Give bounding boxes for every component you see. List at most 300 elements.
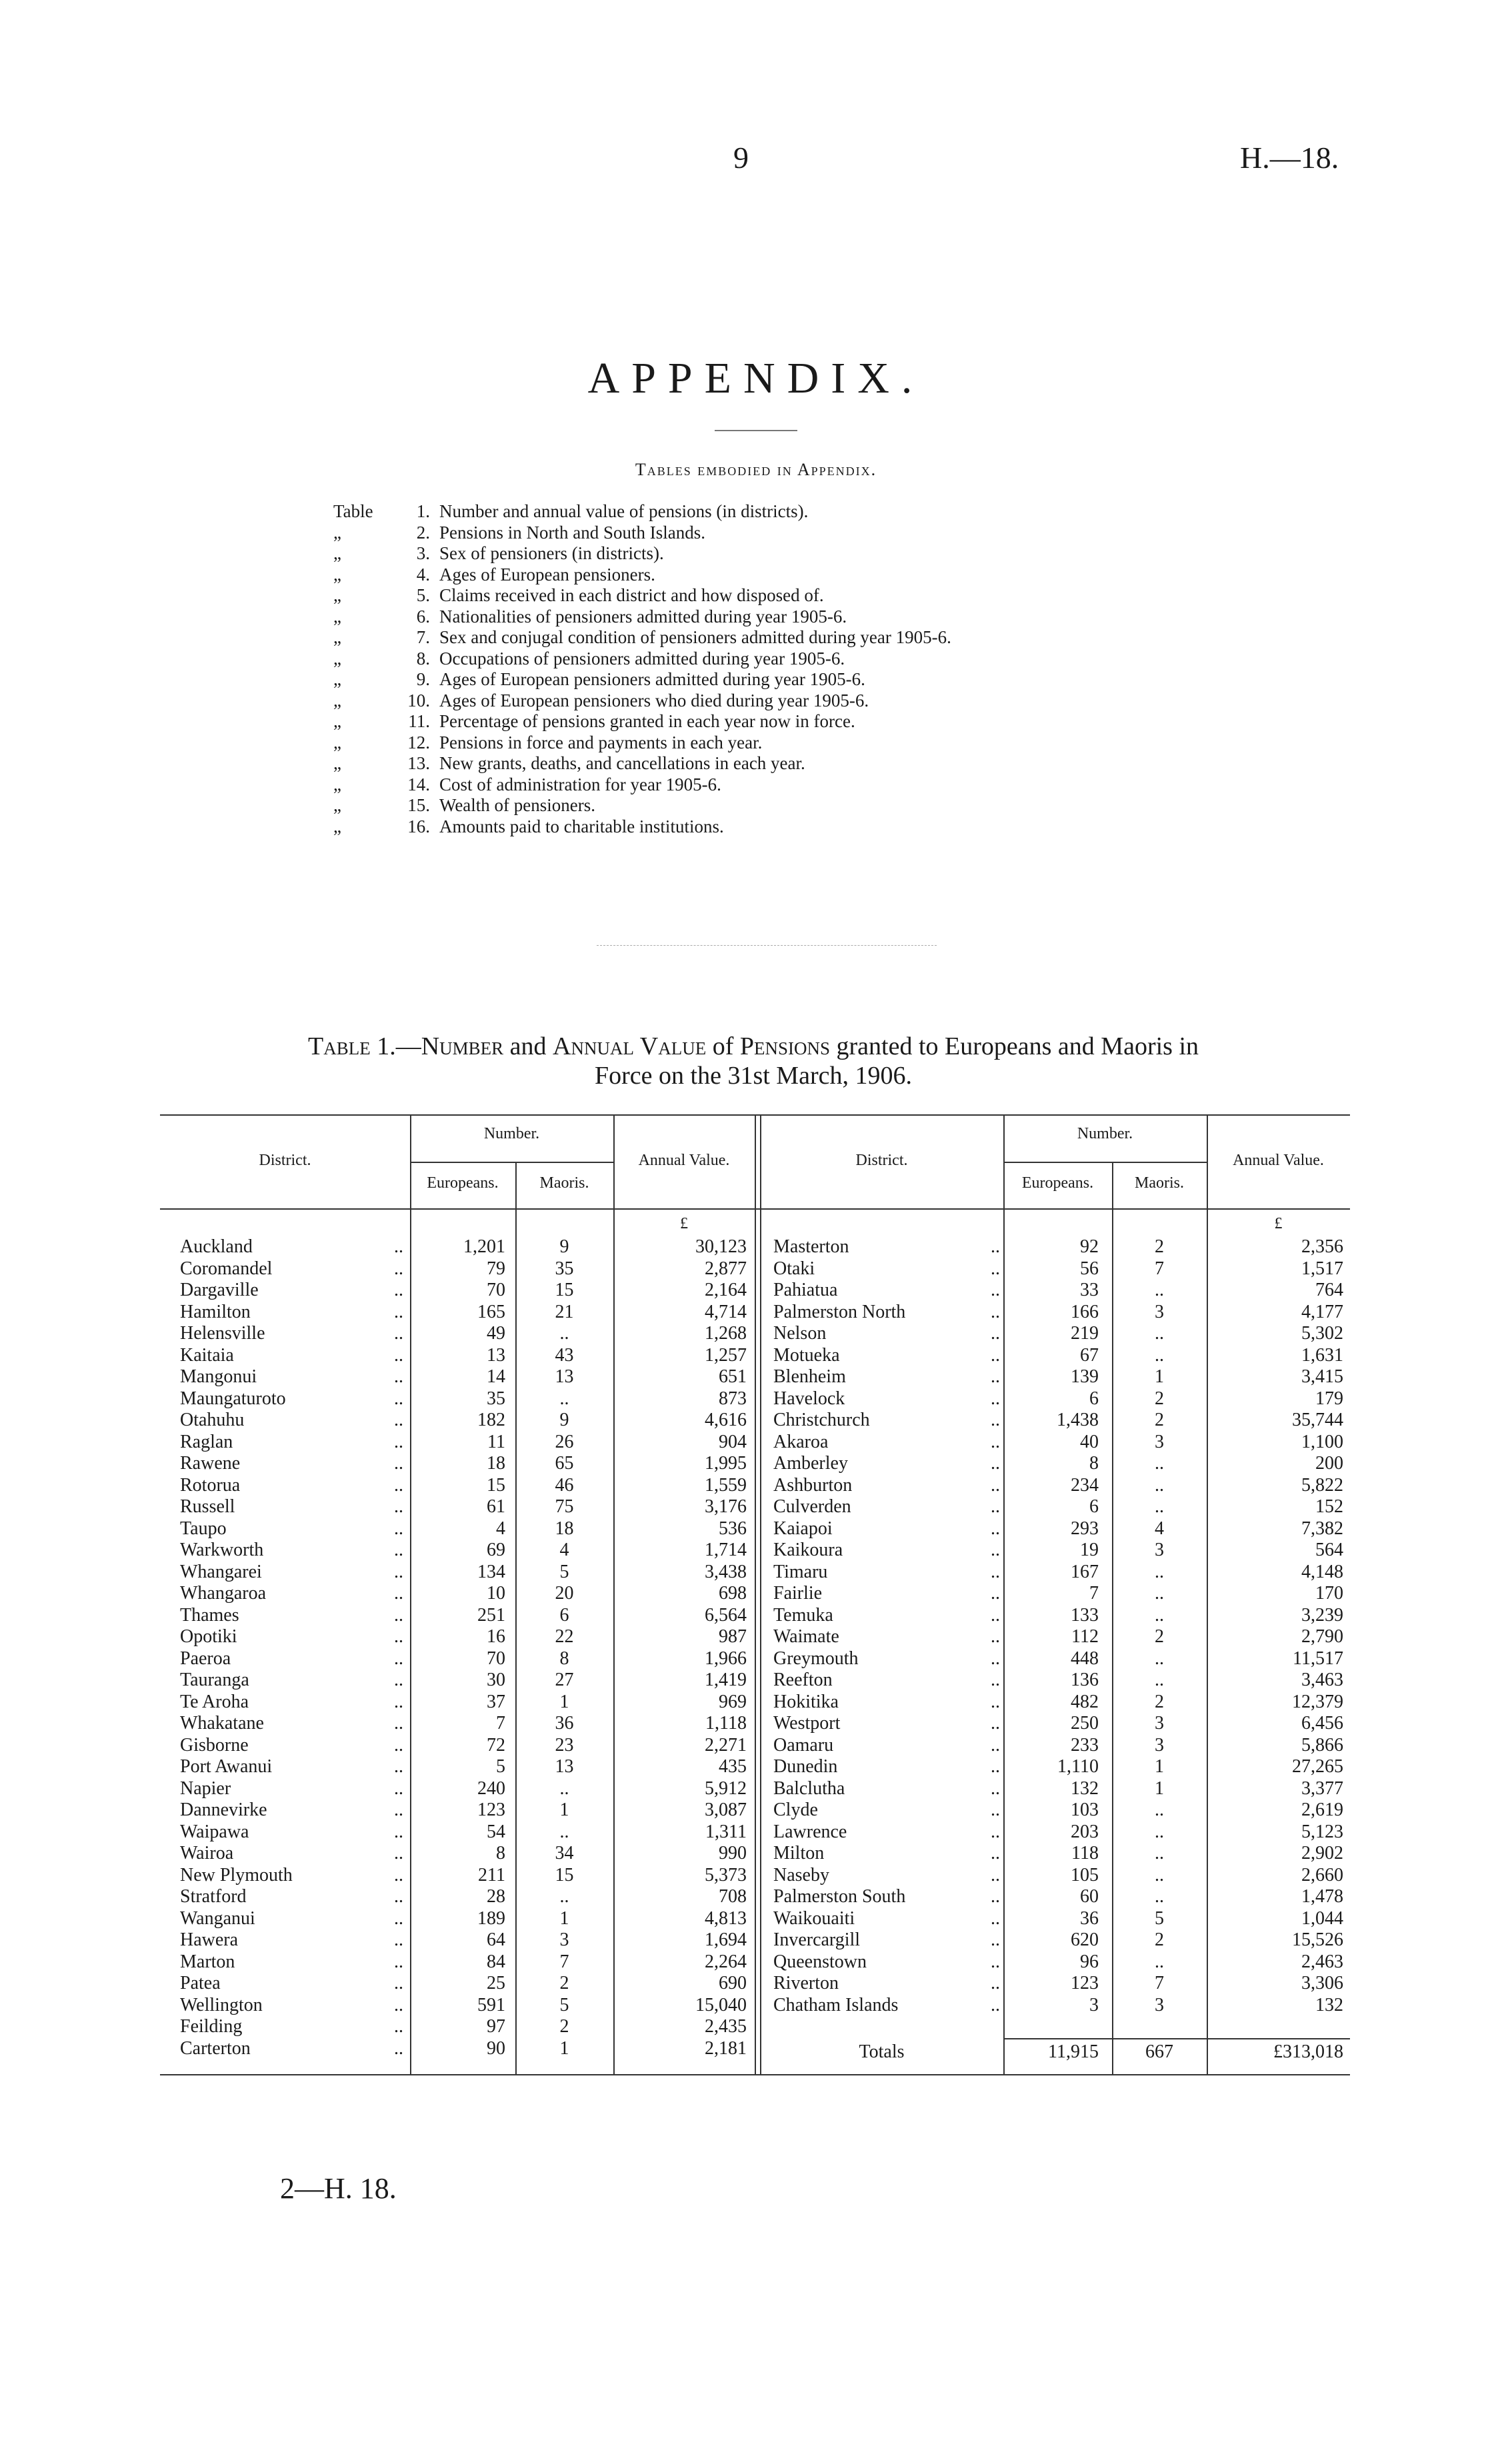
europeans-count: 14 bbox=[487, 1366, 505, 1387]
annual-value: 2,902 bbox=[1301, 1843, 1343, 1863]
maoris-count: 2 bbox=[559, 1973, 569, 1993]
annual-value: 1,257 bbox=[705, 1344, 747, 1366]
leader-dots: .. bbox=[394, 1604, 403, 1626]
district-name: Gisborne bbox=[180, 1734, 249, 1756]
district-name: Warkworth bbox=[180, 1540, 264, 1560]
maoris-count: 8 bbox=[559, 1648, 569, 1669]
leader-dots: .. bbox=[991, 1907, 1000, 1929]
leader-dots: .. bbox=[394, 1994, 403, 2015]
annual-value: 7,382 bbox=[1301, 1518, 1343, 1539]
europeans-count: 61 bbox=[487, 1496, 505, 1517]
contents-item bbox=[333, 732, 951, 754]
district-name: Havelock bbox=[773, 1388, 845, 1409]
contents-item bbox=[333, 795, 951, 816]
annual-value: 1,311 bbox=[705, 1821, 747, 1842]
europeans-count: 7 bbox=[496, 1713, 505, 1734]
annual-value: 3,306 bbox=[1301, 1973, 1343, 1993]
europeans-count: 72 bbox=[487, 1734, 505, 1756]
contents-text: Amounts paid to charitable institutions. bbox=[439, 816, 724, 836]
europeans-count: 96 bbox=[1080, 1951, 1099, 1972]
maoris-count: .. bbox=[1155, 1864, 1164, 1885]
leader-dots: .. bbox=[394, 1778, 403, 1799]
annual-value: 5,822 bbox=[1301, 1474, 1343, 1496]
contents-number: 14. bbox=[407, 774, 430, 794]
contents-item bbox=[333, 669, 951, 690]
maoris-count: 1 bbox=[559, 1800, 569, 1820]
maoris-count: 46 bbox=[555, 1474, 574, 1496]
europeans-count: 10 bbox=[487, 1583, 505, 1604]
leader-dots: .. bbox=[991, 1474, 1000, 1496]
table1-title bbox=[160, 1032, 1347, 1090]
contents-text: Cost of administration for year 1905-6. bbox=[439, 774, 721, 794]
district-name: Hamilton bbox=[180, 1301, 251, 1322]
leader-dots: .. bbox=[991, 1258, 1000, 1279]
maoris-count: 1 bbox=[559, 1907, 569, 1929]
europeans-header: Europeans. bbox=[1021, 1174, 1094, 1192]
district-name: Rotorua bbox=[180, 1474, 241, 1496]
contents-number: 6. bbox=[416, 606, 430, 626]
district-name: Patea bbox=[180, 1973, 221, 1993]
maoris-count: .. bbox=[1155, 1344, 1164, 1366]
europeans-count: 19 bbox=[1080, 1540, 1099, 1560]
annual-value: 1,419 bbox=[705, 1670, 747, 1690]
district-name: Lawrence bbox=[773, 1821, 847, 1842]
europeans-count: 97 bbox=[487, 2016, 505, 2037]
leader-dots: .. bbox=[991, 1886, 1000, 1907]
europeans-count: 182 bbox=[477, 1410, 505, 1430]
annual-value: 698 bbox=[719, 1583, 747, 1604]
table1-title-part: and bbox=[509, 1032, 547, 1060]
leader-dots: .. bbox=[394, 1886, 403, 1907]
annual-value: 5,123 bbox=[1301, 1821, 1343, 1842]
europeans-count: 133 bbox=[1071, 1604, 1099, 1626]
contents-prefix: „ bbox=[333, 732, 341, 752]
annual-value: 4,714 bbox=[705, 1301, 747, 1322]
maoris-count: 3 bbox=[1155, 1994, 1164, 2015]
maoris-count: .. bbox=[1155, 1561, 1164, 1582]
leader-dots: .. bbox=[394, 1951, 403, 1972]
district-name: Dannevirke bbox=[180, 1800, 267, 1820]
contents-text: Wealth of pensioners. bbox=[439, 795, 596, 815]
district-name: Blenheim bbox=[773, 1366, 846, 1387]
maoris-count: .. bbox=[1155, 1604, 1164, 1626]
district-name: Mangonui bbox=[180, 1366, 257, 1387]
leader-dots: .. bbox=[991, 1344, 1000, 1366]
maoris-count: .. bbox=[559, 1388, 569, 1409]
leader-dots: .. bbox=[991, 1734, 1000, 1756]
leader-dots: .. bbox=[394, 1388, 403, 1409]
leader-dots: .. bbox=[394, 1626, 403, 1647]
district-name: Riverton bbox=[773, 1973, 839, 1993]
maoris-count: 43 bbox=[555, 1344, 574, 1366]
contents-text: Sex of pensioners (in districts). bbox=[439, 543, 664, 563]
annual-value: 5,866 bbox=[1301, 1734, 1343, 1756]
annual-value: 2,264 bbox=[705, 1951, 747, 1972]
annual-value: 2,271 bbox=[705, 1734, 747, 1756]
annual-value: 1,559 bbox=[705, 1474, 747, 1496]
maoris-count: 15 bbox=[555, 1864, 574, 1885]
maoris-count: 20 bbox=[555, 1583, 574, 1604]
contents-item bbox=[333, 690, 951, 712]
annual-value: 2,181 bbox=[705, 2037, 747, 2059]
contents-item bbox=[333, 543, 951, 565]
contents-prefix: „ bbox=[333, 648, 341, 668]
annual-value: 15,526 bbox=[1292, 1929, 1343, 1950]
annual-value: 1,100 bbox=[1301, 1431, 1343, 1452]
totals-annual-value: £313,018 bbox=[1273, 2041, 1343, 2062]
maoris-count: .. bbox=[1155, 1800, 1164, 1820]
annual-value: 969 bbox=[719, 1691, 747, 1712]
district-name: Dunedin bbox=[773, 1756, 838, 1777]
district-header: District. bbox=[855, 1152, 908, 1169]
leader-dots: .. bbox=[991, 1518, 1000, 1539]
district-name: Thames bbox=[180, 1604, 239, 1626]
maoris-count: .. bbox=[1155, 1323, 1164, 1344]
leader-dots: .. bbox=[991, 1453, 1000, 1474]
europeans-count: 189 bbox=[477, 1907, 505, 1929]
number-header: Number. bbox=[483, 1125, 540, 1142]
europeans-count: 1,201 bbox=[463, 1236, 505, 1257]
maoris-count: 7 bbox=[1155, 1973, 1164, 1993]
europeans-count: 16 bbox=[487, 1626, 505, 1647]
leader-dots: .. bbox=[991, 1388, 1000, 1409]
europeans-header: Europeans. bbox=[427, 1174, 499, 1192]
district-name: Raglan bbox=[180, 1431, 233, 1452]
contents-number: 11. bbox=[408, 711, 430, 731]
leader-dots: .. bbox=[394, 2037, 403, 2059]
maoris-count: 27 bbox=[555, 1670, 574, 1690]
maoris-count: 3 bbox=[1155, 1713, 1164, 1734]
maoris-count: 1 bbox=[559, 1691, 569, 1712]
leader-dots: .. bbox=[991, 1648, 1000, 1669]
district-name: Chatham Islands bbox=[773, 1994, 899, 2015]
europeans-count: 15 bbox=[487, 1474, 505, 1496]
annual-value: 2,463 bbox=[1301, 1951, 1343, 1972]
contents-list bbox=[333, 501, 951, 837]
col-rule bbox=[760, 1114, 761, 2074]
district-name: Westport bbox=[773, 1713, 841, 1734]
maoris-count: 18 bbox=[555, 1518, 574, 1539]
contents-text: Sex and conjugal condition of pensioners admitted during year 1905-6. bbox=[439, 627, 951, 647]
contents-number: 3. bbox=[416, 543, 430, 563]
annual-value-header: Annual Value. bbox=[1233, 1152, 1324, 1169]
leader-dots: .. bbox=[394, 1756, 403, 1777]
district-name: Amberley bbox=[773, 1453, 848, 1474]
leader-dots: .. bbox=[394, 1453, 403, 1474]
leader-dots: .. bbox=[394, 1344, 403, 1366]
annual-value: 3,415 bbox=[1301, 1366, 1343, 1387]
europeans-count: 482 bbox=[1071, 1691, 1099, 1712]
district-name: Rawene bbox=[180, 1453, 241, 1474]
annual-value: 904 bbox=[719, 1431, 747, 1452]
contents-item bbox=[333, 753, 951, 774]
contents-number: 5. bbox=[416, 585, 430, 605]
contents-text: Ages of European pensioners admitted during year 1905-6. bbox=[439, 669, 865, 689]
annual-value: 1,118 bbox=[705, 1713, 747, 1734]
leader-dots: .. bbox=[991, 1821, 1000, 1842]
europeans-count: 11 bbox=[487, 1431, 505, 1452]
leader-dots: .. bbox=[991, 1713, 1000, 1734]
maoris-count: 9 bbox=[559, 1410, 569, 1430]
leader-dots: .. bbox=[991, 1778, 1000, 1799]
contents-text: New grants, deaths, and cancellations in each year. bbox=[439, 753, 805, 773]
district-name: Taupo bbox=[180, 1518, 227, 1539]
europeans-count: 5 bbox=[496, 1756, 505, 1777]
maoris-count: 4 bbox=[559, 1540, 569, 1560]
annual-value: 4,148 bbox=[1301, 1561, 1343, 1582]
leader-dots: .. bbox=[394, 1280, 403, 1300]
district-name: Otaki bbox=[773, 1258, 815, 1279]
district-name: Paeroa bbox=[180, 1648, 231, 1669]
contents-text: Nationalities of pensioners admitted during year 1905-6. bbox=[439, 606, 847, 626]
district-name: Balclutha bbox=[773, 1778, 845, 1799]
europeans-count: 4 bbox=[496, 1518, 505, 1539]
contents-prefix: „ bbox=[333, 627, 341, 647]
leader-dots: .. bbox=[394, 1583, 403, 1604]
maoris-count: .. bbox=[1155, 1951, 1164, 1972]
maoris-header: Maoris. bbox=[539, 1174, 589, 1192]
totals-europeans: 11,915 bbox=[1048, 2041, 1099, 2062]
annual-value: 1,631 bbox=[1301, 1344, 1343, 1366]
contents-prefix: „ bbox=[333, 606, 341, 626]
annual-value: 27,265 bbox=[1292, 1756, 1343, 1777]
maoris-count: 13 bbox=[555, 1366, 574, 1387]
district-name: Fairlie bbox=[773, 1583, 823, 1604]
currency-symbol: £ bbox=[680, 1215, 688, 1232]
maoris-count: 9 bbox=[559, 1236, 569, 1257]
district-name: Kaikoura bbox=[773, 1540, 843, 1560]
maoris-count: 1 bbox=[1155, 1366, 1164, 1387]
table-bottom-rule bbox=[160, 2074, 1350, 2075]
contents-item bbox=[333, 816, 951, 838]
totals-label: Totals bbox=[859, 2041, 905, 2062]
annual-value: 1,966 bbox=[705, 1648, 747, 1669]
contents-item bbox=[333, 565, 951, 586]
contents-number: 7. bbox=[416, 627, 430, 647]
annual-value: 2,660 bbox=[1301, 1864, 1343, 1885]
contents-number: 15. bbox=[407, 795, 430, 815]
europeans-count: 36 bbox=[1080, 1907, 1099, 1929]
leader-dots: .. bbox=[394, 1648, 403, 1669]
leader-dots: .. bbox=[394, 1474, 403, 1496]
europeans-count: 64 bbox=[487, 1929, 505, 1950]
district-name: Auckland bbox=[180, 1236, 253, 1257]
leader-dots: .. bbox=[991, 1864, 1000, 1885]
maoris-count: 36 bbox=[555, 1713, 574, 1734]
maoris-count: 5 bbox=[559, 1994, 569, 2015]
contents-number: 8. bbox=[416, 648, 430, 668]
district-name: Palmerston North bbox=[773, 1301, 906, 1322]
annual-value: 5,373 bbox=[705, 1864, 747, 1885]
annual-value: 1,044 bbox=[1301, 1907, 1343, 1929]
europeans-count: 165 bbox=[477, 1301, 505, 1322]
maoris-count: .. bbox=[1155, 1280, 1164, 1300]
district-name: Hokitika bbox=[773, 1691, 839, 1712]
currency-symbol: £ bbox=[1274, 1215, 1283, 1232]
maoris-count: 65 bbox=[555, 1453, 574, 1474]
number-subheader-rule-right bbox=[1003, 1162, 1207, 1163]
europeans-count: 211 bbox=[478, 1864, 505, 1885]
maoris-count: 2 bbox=[1155, 1236, 1164, 1257]
maoris-count: 2 bbox=[559, 2016, 569, 2037]
contents-item bbox=[333, 774, 951, 796]
europeans-count: 35 bbox=[487, 1388, 505, 1409]
maoris-count: 3 bbox=[1155, 1734, 1164, 1756]
maoris-count: 35 bbox=[555, 1258, 574, 1279]
leader-dots: .. bbox=[991, 1800, 1000, 1820]
maoris-count: 4 bbox=[1155, 1518, 1164, 1539]
totals-top-rule bbox=[1003, 2038, 1350, 2039]
annual-value: 6,456 bbox=[1301, 1713, 1343, 1734]
europeans-count: 234 bbox=[1071, 1474, 1099, 1496]
maoris-count: 3 bbox=[1155, 1431, 1164, 1452]
leader-dots: .. bbox=[991, 1323, 1000, 1344]
europeans-count: 132 bbox=[1071, 1778, 1099, 1799]
leader-dots: .. bbox=[394, 1236, 403, 1257]
europeans-count: 70 bbox=[487, 1280, 505, 1300]
europeans-count: 166 bbox=[1071, 1301, 1099, 1322]
leader-dots: .. bbox=[394, 1843, 403, 1863]
leader-dots: .. bbox=[394, 1561, 403, 1582]
district-name: Temuka bbox=[773, 1604, 833, 1626]
contents-item bbox=[333, 501, 951, 523]
leader-dots: .. bbox=[394, 1323, 403, 1344]
maoris-count: 2 bbox=[1155, 1388, 1164, 1409]
europeans-count: 33 bbox=[1080, 1280, 1099, 1300]
europeans-count: 49 bbox=[487, 1323, 505, 1344]
leader-dots: .. bbox=[394, 1821, 403, 1842]
contents-item bbox=[333, 711, 951, 732]
europeans-count: 591 bbox=[477, 1994, 505, 2015]
annual-value: 12,379 bbox=[1292, 1691, 1343, 1712]
contents-prefix: „ bbox=[333, 690, 341, 710]
district-name: Pahiatua bbox=[773, 1280, 838, 1300]
leader-dots: .. bbox=[394, 1973, 403, 1993]
district-name: Hawera bbox=[180, 1929, 239, 1950]
europeans-count: 134 bbox=[477, 1561, 505, 1582]
maoris-count: 7 bbox=[559, 1951, 569, 1972]
maoris-count: .. bbox=[1155, 1843, 1164, 1863]
district-name: Stratford bbox=[180, 1886, 247, 1907]
annual-value: 1,517 bbox=[1301, 1258, 1343, 1279]
annual-value: 6,564 bbox=[705, 1604, 747, 1626]
leader-dots: .. bbox=[991, 1929, 1000, 1950]
europeans-count: 620 bbox=[1071, 1929, 1099, 1950]
leader-dots: .. bbox=[991, 1410, 1000, 1430]
annual-value: 4,813 bbox=[705, 1907, 747, 1929]
contents-item bbox=[333, 627, 951, 648]
europeans-count: 8 bbox=[496, 1843, 505, 1863]
leader-dots: .. bbox=[991, 1756, 1000, 1777]
europeans-count: 67 bbox=[1080, 1344, 1099, 1366]
europeans-count: 40 bbox=[1080, 1431, 1099, 1452]
maoris-count: 2 bbox=[1155, 1929, 1164, 1950]
europeans-count: 7 bbox=[1089, 1583, 1099, 1604]
europeans-count: 37 bbox=[487, 1691, 505, 1712]
annual-value: 4,177 bbox=[1301, 1301, 1343, 1322]
maoris-count: 7 bbox=[1155, 1258, 1164, 1279]
europeans-count: 6 bbox=[1089, 1496, 1099, 1517]
contents-item bbox=[333, 523, 951, 544]
district-name: Oamaru bbox=[773, 1734, 834, 1756]
contents-text: Claims received in each district and how disposed of. bbox=[439, 585, 824, 605]
europeans-count: 84 bbox=[487, 1951, 505, 1972]
contents-number: 13. bbox=[407, 753, 430, 773]
annual-value: 651 bbox=[719, 1366, 747, 1387]
leader-dots: .. bbox=[394, 1410, 403, 1430]
maoris-count: 5 bbox=[1155, 1907, 1164, 1929]
district-name: New Plymouth bbox=[180, 1864, 293, 1885]
contents-number: 2. bbox=[416, 522, 430, 543]
district-name: Carterton bbox=[180, 2037, 251, 2059]
annual-value: 152 bbox=[1315, 1496, 1343, 1517]
leader-dots: .. bbox=[991, 1604, 1000, 1626]
leader-dots: .. bbox=[394, 1800, 403, 1820]
contents-number: 9. bbox=[416, 669, 430, 689]
annual-value: 2,164 bbox=[705, 1280, 747, 1300]
annual-value: 2,435 bbox=[705, 2016, 747, 2037]
leader-dots: .. bbox=[394, 1366, 403, 1387]
col-rule bbox=[755, 1114, 756, 2074]
contents-item bbox=[333, 648, 951, 670]
leader-dots: .. bbox=[394, 1929, 403, 1950]
district-name: Kaiapoi bbox=[773, 1518, 833, 1539]
leader-dots: .. bbox=[991, 1561, 1000, 1582]
leader-dots: .. bbox=[991, 1951, 1000, 1972]
contents-prefix: „ bbox=[333, 543, 341, 563]
contents-prefix: „ bbox=[333, 585, 341, 605]
maoris-count: 21 bbox=[555, 1301, 574, 1322]
europeans-count: 136 bbox=[1071, 1670, 1099, 1690]
district-header: District. bbox=[259, 1152, 311, 1169]
district-name: Akaroa bbox=[773, 1431, 829, 1452]
europeans-count: 1,110 bbox=[1057, 1756, 1099, 1777]
maoris-count: .. bbox=[1155, 1648, 1164, 1669]
district-name: Waimate bbox=[773, 1626, 839, 1647]
district-name: Wellington bbox=[180, 1994, 263, 2015]
section-divider bbox=[597, 945, 937, 946]
leader-dots: .. bbox=[991, 1994, 1000, 2015]
contents-prefix: „ bbox=[333, 753, 341, 773]
district-name: Opotiki bbox=[180, 1626, 237, 1647]
annual-value: 3,087 bbox=[705, 1800, 747, 1820]
leader-dots: .. bbox=[991, 1583, 1000, 1604]
annual-value: 564 bbox=[1315, 1540, 1343, 1560]
contents-text: Occupations of pensioners admitted during year 1905-6. bbox=[439, 648, 845, 668]
leader-dots: .. bbox=[394, 1301, 403, 1322]
europeans-count: 30 bbox=[487, 1670, 505, 1690]
district-name: Russell bbox=[180, 1496, 235, 1517]
leader-dots: .. bbox=[394, 2016, 403, 2037]
leader-dots: .. bbox=[991, 1496, 1000, 1517]
footer-signature: 2—H. 18. bbox=[280, 2172, 397, 2205]
district-name: Culverden bbox=[773, 1496, 851, 1517]
annual-value: 708 bbox=[719, 1886, 747, 1907]
europeans-count: 69 bbox=[487, 1540, 505, 1560]
leader-dots: .. bbox=[394, 1431, 403, 1452]
europeans-count: 18 bbox=[487, 1453, 505, 1474]
europeans-count: 103 bbox=[1071, 1800, 1099, 1820]
annual-value: 873 bbox=[719, 1388, 747, 1409]
maoris-count: 3 bbox=[559, 1929, 569, 1950]
leader-dots: .. bbox=[991, 1301, 1000, 1322]
appendix-title: APPENDIX. bbox=[587, 354, 925, 403]
contents-prefix: „ bbox=[333, 711, 341, 731]
leader-dots: .. bbox=[394, 1864, 403, 1885]
district-name: Waipawa bbox=[180, 1821, 249, 1842]
maoris-count: .. bbox=[559, 1778, 569, 1799]
annual-value: 990 bbox=[719, 1843, 747, 1863]
